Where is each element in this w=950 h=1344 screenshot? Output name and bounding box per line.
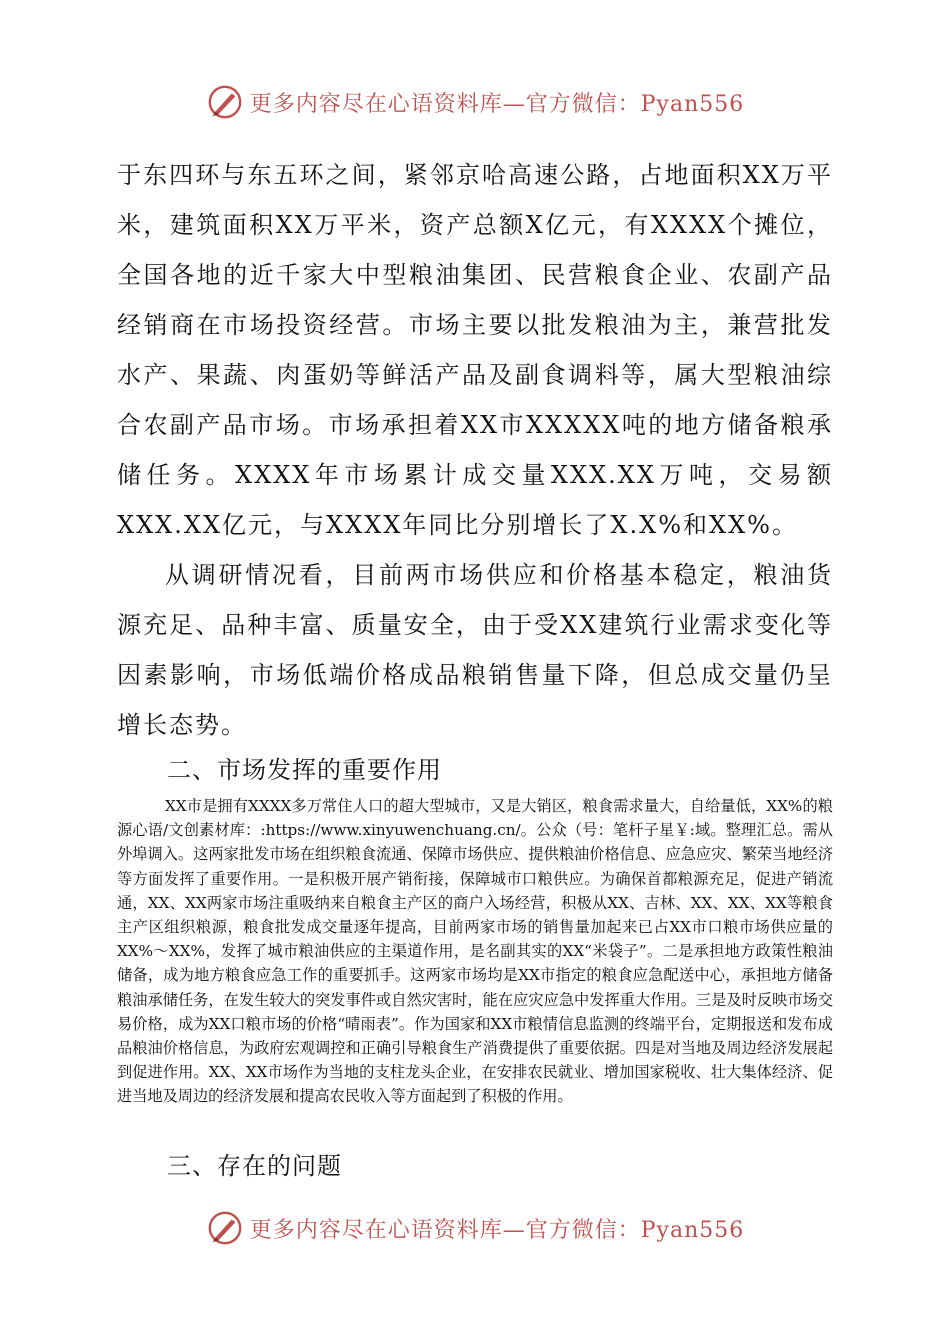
section-heading-market-role: 二、市场发挥的重要作用	[167, 756, 442, 784]
banner-text: 更多内容尽在心语资料库—官方微信：Pyan556	[249, 91, 745, 117]
banner-text: 更多内容尽在心语资料库—官方微信：Pyan556	[249, 1217, 745, 1243]
section-market-role-body	[117, 794, 833, 1109]
pen-logo-icon	[206, 1209, 244, 1247]
footer-banner	[0, 1206, 950, 1250]
paragraph-market-role: XX市是拥有XXXX多万常住人口的超大型城市，又是大销区，粮食需求量大，自给量低，XX%的粮源心语/文创素材库：:https://www.xinyuwenchuang.cn/。公众（号：笔杆子星￥:域。整理汇总。需从外埠调入。这两家批发市场在组织粮食流通、保障市场供应、提供粮油价格信息、应急应灾、繁荣当地经济等方面发挥了重要作用。一是积极开展产销衔接，保障城市口粮供应。为确保首都粮源充足，促进产销流通，XX、XX两家市场注重吸纳来自粮食主产区的商户入场经营，积极从XX、吉林、XX、XX、XX等粮食主产区组织粮源，粮食批发成交量逐年提高，目前两家市场的销售量加起来已占XX市口粮市场供应量的XX%～XX%，发挥了城市粮油供应的主渠道作用，是名副其实的XX“米袋子”。二是承担地方政策性粮油储备，成为地方粮食应急工作的重要抓手。这两家市场均是XX市指定的粮食应急配送中心，承担地方储备粮油承储任务，在发生较大的突发事件或自然灾害时，能在应灾应急中发挥重大作用。三是及时反映市场交易价格，成为XX口粮市场的价格“晴雨表”。作为国家和XX市粮情信息监测的终端平台，定期报送和发布成品粮油价格信息，为政府宏观调控和正确引导粮食生产消费提供了重要依据。四是对当地及周边经济发展起到促进作用。XX、XX市场作为当地的支柱龙头企业，在安排农民就业、增加国家税收、壮大集体经济、促进当地及周边的经济发展和提高农民收入等方面起到了积极的作用。	[117, 797, 833, 1106]
section-heading-problems: 三、存在的问题	[167, 1152, 342, 1180]
paragraph-research-findings: 从调研情况看，目前两市场供应和价格基本稳定，粮油货源充足、品种丰富、质量安全，由于受XX建筑行业需求变化等因素影响，市场低端价格成品粮销售量下降，但总成交量仍呈增长态势。	[117, 561, 833, 739]
paragraph-market-overview: 于东四环与东五环之间，紧邻京哈高速公路，占地面积XX万平米，建筑面积XX万平米，资产总额X亿元，有XXXX个摊位，全国各地的近千家大中型粮油集团、民营粮食企业、农副产品经销商在市场投资经营。市场主要以批发粮油为主，兼营批发水产、果蔬、肉蛋奶等鲜活产品及副食调料等，属大型粮油综合农副产品市场。市场承担着XX市XXXXX吨的地方储备粮承储任务。XXXX年市场累计成交量XXX.XX万吨，交易额XXX.XX亿元，与XXXX年同比分别增长了X.X%和XX%。	[117, 161, 833, 539]
pen-logo-icon	[206, 83, 244, 121]
header-banner	[0, 80, 950, 124]
body-text	[117, 150, 833, 750]
